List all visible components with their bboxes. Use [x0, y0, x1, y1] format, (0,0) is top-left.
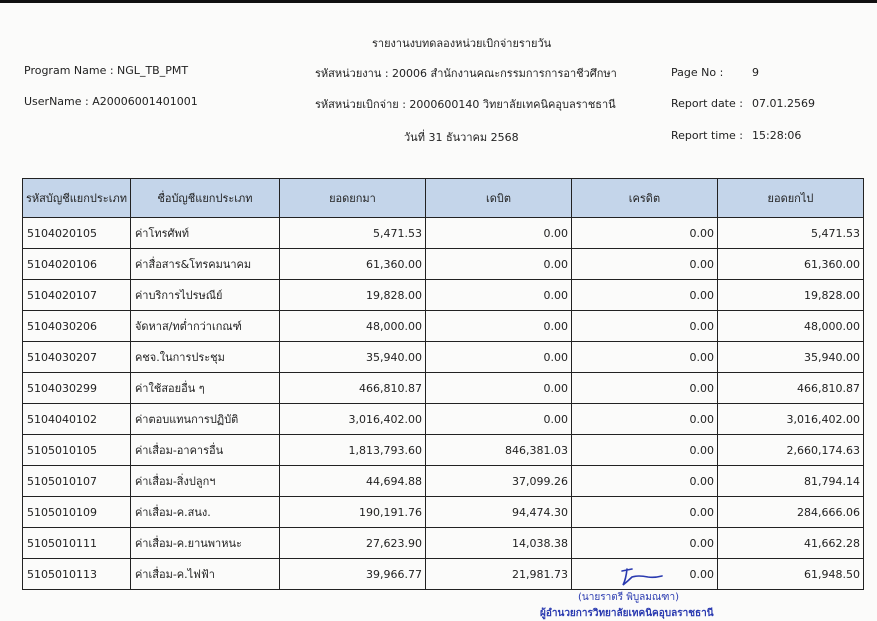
cell-opening: 39,966.77: [279, 559, 425, 590]
cell-debit: 0.00: [425, 249, 571, 280]
cell-account-name: ค่าเสื่อม-ค.สนง.: [130, 497, 279, 528]
cell-debit: 846,381.03: [425, 435, 571, 466]
cell-account-code: 5105010111: [23, 528, 131, 559]
trial-balance-table: [22, 178, 864, 590]
report-time-label: Report time :: [671, 129, 744, 142]
page-no-label: Page No :: [671, 66, 724, 79]
col-header-credit: เครดิต: [571, 179, 717, 218]
cell-account-code: 5104040102: [23, 404, 131, 435]
table-row: [23, 218, 864, 249]
cell-credit: 0.00: [571, 342, 717, 373]
table-row: [23, 497, 864, 528]
col-header-closing-balance: ยอดยกไป: [717, 179, 863, 218]
cell-opening: 27,623.90: [279, 528, 425, 559]
cell-opening: 19,828.00: [279, 280, 425, 311]
cell-closing: 284,666.06: [717, 497, 863, 528]
agency-line: รหัสหน่วยงาน : 20006 สำนักงานคณะกรรมการการอาชีวศึกษา: [315, 67, 617, 80]
cell-account-name: คชจ.ในการประชุม: [130, 342, 279, 373]
cell-opening: 48,000.00: [279, 311, 425, 342]
cell-account-code: 5104030207: [23, 342, 131, 373]
cell-account-code: 5104030299: [23, 373, 131, 404]
report-title: รายงานงบทดลองหน่วยเบิกจ่ายรายวัน: [372, 37, 552, 50]
cell-debit: 0.00: [425, 342, 571, 373]
cell-debit: 94,474.30: [425, 497, 571, 528]
signatory-title: ผู้อำนวยการวิทยาลัยเทคนิคอุบลราชธานี: [540, 608, 714, 619]
cell-account-name: ค่าเสื่อม-ค.ไฟฟ้า: [130, 559, 279, 590]
cell-credit: 0.00: [571, 373, 717, 404]
report-time-value: 15:28:06: [752, 129, 802, 142]
cell-closing: 48,000.00: [717, 311, 863, 342]
page-no-value: 9: [752, 66, 759, 79]
cell-account-code: 5104020107: [23, 280, 131, 311]
cell-debit: 37,099.26: [425, 466, 571, 497]
cell-opening: 61,360.00: [279, 249, 425, 280]
cell-credit: 0.00: [571, 280, 717, 311]
cell-closing: 41,662.28: [717, 528, 863, 559]
cell-account-code: 5105010107: [23, 466, 131, 497]
table-row: [23, 435, 864, 466]
cell-opening: 1,813,793.60: [279, 435, 425, 466]
cell-closing: 2,660,174.63: [717, 435, 863, 466]
cell-closing: 19,828.00: [717, 280, 863, 311]
report-date-line: วันที่ 31 ธันวาคม 2568: [404, 131, 519, 144]
cell-opening: 44,694.88: [279, 466, 425, 497]
col-header-account-name: ชื่อบัญชีแยกประเภท: [130, 179, 279, 218]
table-row: [23, 373, 864, 404]
cell-credit: 0.00: [571, 528, 717, 559]
table-row: [23, 528, 864, 559]
cell-opening: 5,471.53: [279, 218, 425, 249]
cell-account-code: 5105010105: [23, 435, 131, 466]
table-header-row: [23, 179, 864, 218]
program-name: Program Name : NGL_TB_PMT: [24, 64, 189, 77]
cell-account-code: 5104020106: [23, 249, 131, 280]
table-row: [23, 249, 864, 280]
cell-account-name: ค่าโทรศัพท์: [130, 218, 279, 249]
table-row: [23, 466, 864, 497]
cell-credit: 0.00: [571, 559, 717, 590]
cell-debit: 21,981.73: [425, 559, 571, 590]
cell-opening: 190,191.76: [279, 497, 425, 528]
cell-debit: 0.00: [425, 311, 571, 342]
cell-account-name: ค่าตอบแทนการปฏิบัติ: [130, 404, 279, 435]
cell-debit: 0.00: [425, 280, 571, 311]
table-row: [23, 559, 864, 590]
report-date-label: Report date :: [671, 97, 743, 110]
cell-credit: 0.00: [571, 404, 717, 435]
cell-account-name: จัดหาส/ทต่ำกว่าเกณฑ์: [130, 311, 279, 342]
cell-closing: 61,948.50: [717, 559, 863, 590]
cell-closing: 81,794.14: [717, 466, 863, 497]
cell-credit: 0.00: [571, 497, 717, 528]
col-header-account-code: รหัสบัญชีแยกประเภท: [23, 179, 131, 218]
cell-credit: 0.00: [571, 218, 717, 249]
table-row: [23, 311, 864, 342]
cell-account-name: ค่าเสื่อม-ค.ยานพาหนะ: [130, 528, 279, 559]
table-row: [23, 342, 864, 373]
table-row: [23, 280, 864, 311]
cell-closing: 5,471.53: [717, 218, 863, 249]
col-header-debit: เดบิต: [425, 179, 571, 218]
cell-debit: 14,038.38: [425, 528, 571, 559]
cell-debit: 0.00: [425, 404, 571, 435]
disbursement-unit-line: รหัสหน่วยเบิกจ่าย : 2000600140 วิทยาลัยเทคนิคอุบลราชธานี: [315, 98, 616, 111]
cell-credit: 0.00: [571, 311, 717, 342]
cell-account-name: ค่าบริการไปรษณีย์: [130, 280, 279, 311]
cell-account-name: ค่าสื่อสาร&โทรคมนาคม: [130, 249, 279, 280]
cell-opening: 35,940.00: [279, 342, 425, 373]
table-row: [23, 404, 864, 435]
cell-credit: 0.00: [571, 435, 717, 466]
cell-opening: 3,016,402.00: [279, 404, 425, 435]
cell-opening: 466,810.87: [279, 373, 425, 404]
page-top-edge: [0, 0, 877, 3]
cell-account-code: 5104020105: [23, 218, 131, 249]
cell-closing: 61,360.00: [717, 249, 863, 280]
cell-account-name: ค่าใช้สอยอื่น ๆ: [130, 373, 279, 404]
cell-account-code: 5105010113: [23, 559, 131, 590]
cell-credit: 0.00: [571, 249, 717, 280]
cell-account-name: ค่าเสื่อม-อาคารอื่น: [130, 435, 279, 466]
cell-closing: 35,940.00: [717, 342, 863, 373]
col-header-opening-balance: ยอดยกมา: [279, 179, 425, 218]
cell-debit: 0.00: [425, 218, 571, 249]
cell-account-code: 5104030206: [23, 311, 131, 342]
cell-account-code: 5105010109: [23, 497, 131, 528]
cell-closing: 3,016,402.00: [717, 404, 863, 435]
signatory-name: (นายราตรี พิบูลมณฑา): [578, 592, 679, 603]
user-name: UserName : A20006001401001: [24, 95, 198, 108]
report-date-value: 07.01.2569: [752, 97, 815, 110]
cell-debit: 0.00: [425, 373, 571, 404]
cell-account-name: ค่าเสื่อม-สิ่งปลูกฯ: [130, 466, 279, 497]
cell-credit: 0.00: [571, 466, 717, 497]
signature-scribble: [618, 565, 664, 589]
cell-closing: 466,810.87: [717, 373, 863, 404]
